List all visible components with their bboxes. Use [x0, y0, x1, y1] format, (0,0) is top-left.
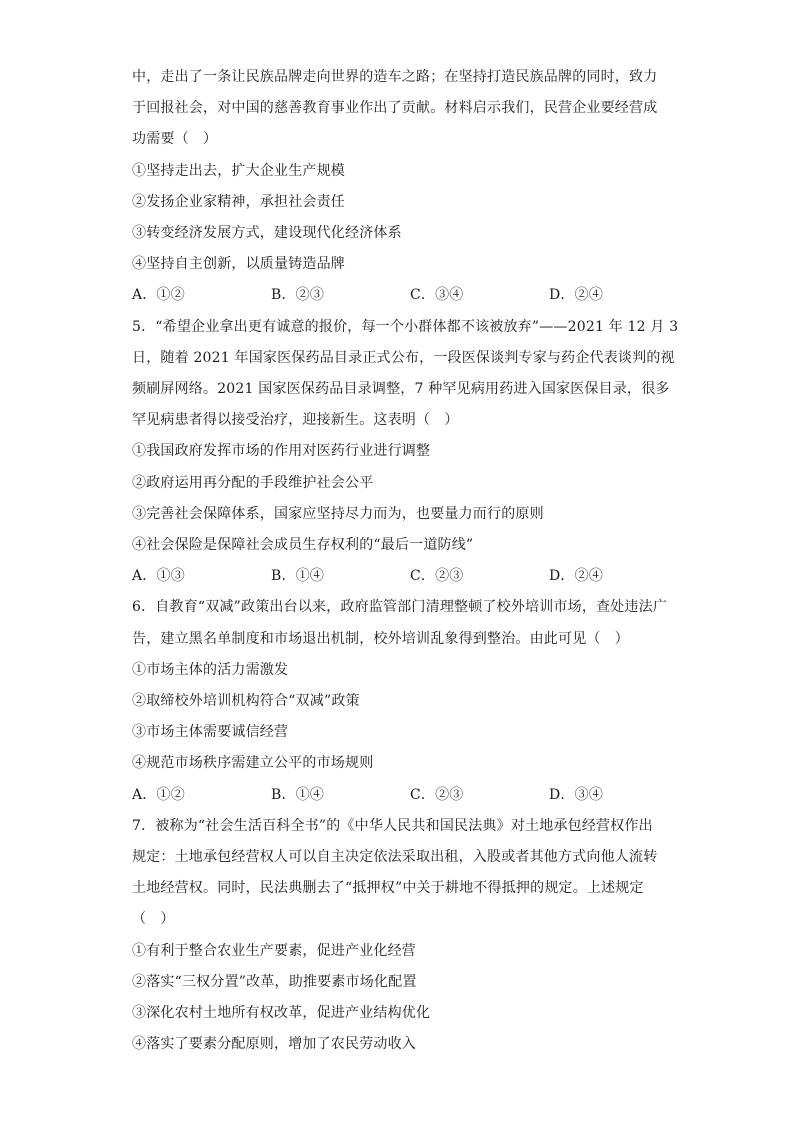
stem-line: 6．自教育“双减”政策出台以来，政府监管部门清理整顿了校外培训市场，查处违法广 [132, 599, 668, 616]
choice-c[interactable]: C．③④ [410, 287, 464, 304]
stem-line: 于回报社会，对中国的慈善教育事业作出了贡献。材料启示我们，民营企业要经营成 [132, 100, 658, 117]
question-4 [132, 62, 660, 312]
question-4-stem [132, 62, 660, 156]
statement-2: ②发扬企业家精神，承担社会责任 [132, 193, 345, 210]
statement-2: ②取缔校外培训机构符合“双减”政策 [132, 693, 360, 710]
choice-a[interactable]: A．①② [132, 287, 185, 304]
choice-b[interactable]: B．①④ [271, 568, 325, 585]
choice-c[interactable]: C．②③ [410, 786, 464, 803]
question-5-stem [132, 312, 679, 437]
statement-4: ④规范市场秩序需建立公平的市场规则 [132, 755, 374, 772]
statement-3: ③完善社会保障体系，国家应坚持尽力而为，也要量力而行的原则 [132, 505, 544, 522]
stem-line: 频刷屏网络。2021 国家医保药品目录调整，7 种罕见病用药进入国家医保目录，很多 [132, 381, 670, 398]
answer-choices [132, 561, 660, 592]
statement-2: ②落实“三权分置”改革，助推要素市场化配置 [132, 973, 417, 990]
question-6-stem [132, 592, 668, 654]
stem-line: 7．被称为“社会生活百科全书”的《中华人民共和国民法典》对土地承包经营权作出 [132, 817, 653, 834]
choice-d[interactable]: D．③④ [549, 786, 604, 803]
choice-b[interactable]: B．①④ [271, 786, 325, 803]
stem-line: 规定：土地承包经营权人可以自主决定依法采取出租，入股或者其他方式向他人流转 [132, 849, 658, 866]
statement-1: ①坚持走出去，扩大企业生产规模 [132, 162, 345, 179]
statement-1: ①我国政府发挥市场的作用对医药行业进行调整 [132, 443, 431, 460]
question-5 [132, 312, 679, 593]
stem-line: 5．“希望企业拿出更有诚意的报价，每一个小群体都不该被放弃”——2021 年 12 月 3 [132, 318, 679, 335]
choice-c[interactable]: C．②③ [410, 568, 464, 585]
stem-line: 告，建立黑名单制度和市场退出机制，校外培训乱象得到整治。由此可见（ ） [132, 630, 629, 647]
stem-line: 土地经营权。同时，民法典删去了“抵押权”中关于耕地不得抵押的规定。上述规定 [132, 880, 644, 897]
stem-line: 中，走出了一条让民族品牌走向世界的造车之路；在坚持打造民族品牌的同时，致力 [132, 69, 658, 85]
statement-3: ③深化农村土地所有权改革，促进产业结构优化 [132, 1005, 431, 1022]
choice-d[interactable]: D．②④ [549, 287, 604, 304]
question-7 [132, 811, 660, 1061]
exam-page [132, 62, 679, 1061]
stem-line: （ ） [132, 911, 175, 928]
statement-4: ④落实了要素分配原则，增加了农民劳动收入 [132, 1036, 416, 1053]
answer-choices [132, 780, 660, 811]
statement-1: ①市场主体的活力需激发 [132, 661, 289, 678]
stem-line: 功需要（ ） [132, 131, 218, 148]
stem-line: 日，随着 2021 年国家医保药品目录正式公布，一段医保谈判专家与药企代表谈判的视 [132, 349, 675, 366]
choice-a[interactable]: A．①② [132, 786, 185, 803]
statement-3: ③转变经济发展方式，建设现代化经济体系 [132, 225, 402, 242]
statement-3: ③市场主体需要诚信经营 [132, 724, 289, 741]
choice-b[interactable]: B．②③ [271, 287, 325, 304]
statement-4: ④社会保险是保障社会成员生存权利的“最后一道防线” [132, 537, 474, 554]
stem-line: 罕见病患者得以接受治疗，迎接新生。这表明（ ） [132, 412, 459, 429]
question-6 [132, 592, 668, 810]
statement-1: ①有利于整合农业生产要素，促进产业化经营 [132, 942, 416, 959]
statement-2: ②政府运用再分配的手段维护社会公平 [132, 474, 374, 491]
choice-a[interactable]: A．①③ [132, 568, 185, 585]
question-7-stem [132, 811, 660, 936]
statement-4: ④坚持自主创新，以质量铸造品牌 [132, 256, 345, 273]
choice-d[interactable]: D．②④ [549, 568, 604, 585]
answer-choices [132, 280, 660, 311]
